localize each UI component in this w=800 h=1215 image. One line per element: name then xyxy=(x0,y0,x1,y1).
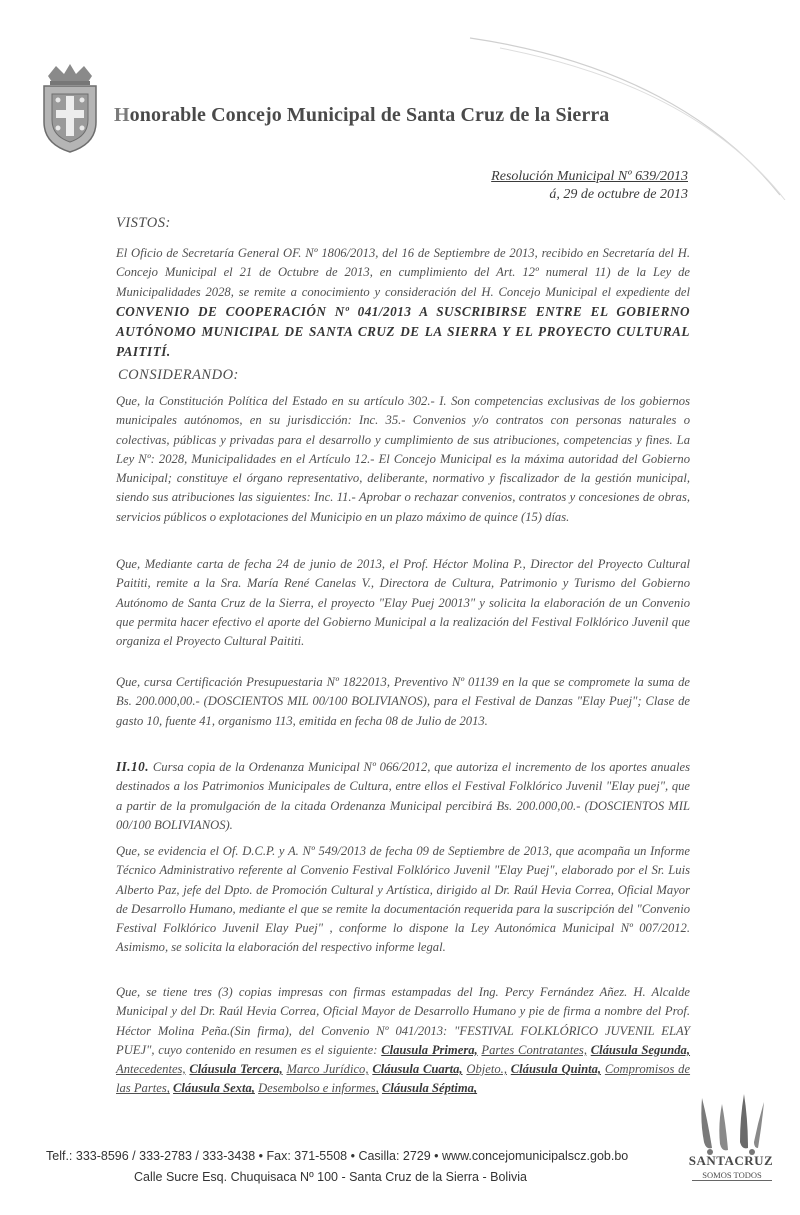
vistos-convenio-title: CONVENIO DE COOPERACIÓN Nº 041/2013 A SUSCRIBIRSE ENTRE EL GOBIERNO AUTÓNOMO MUNICIPAL DE SANTA CRUZ DE LA SIERRA Y EL PROYECTO CULTURAL PAITITÍ. xyxy=(116,303,690,360)
clause-desc: Antecedentes, xyxy=(116,1062,186,1077)
title-initial: H xyxy=(114,104,130,126)
paragraph-4-label: II.10. xyxy=(116,759,150,774)
municipal-crest-icon xyxy=(38,62,102,154)
clause-name: Cláusula Séptima, xyxy=(381,1081,478,1096)
clause-name: Cláusula Cuarta, xyxy=(372,1062,463,1077)
footer-contact: Telf.: 333-8596 / 333-2783 / 333-3438 • Fax: 371-5508 • Casilla: 2729 • www.concejomunicipalscz.gob.bo xyxy=(46,1149,629,1163)
clause-desc: Partes Contratantes, xyxy=(481,1042,587,1057)
clause-name: Cláusula Quinta, xyxy=(510,1062,602,1077)
clause-name: Clausula Primera, xyxy=(381,1042,478,1057)
considerando-paragraph-4 xyxy=(116,757,690,835)
clause-desc: Objeto., xyxy=(466,1062,507,1077)
vistos-paragraph xyxy=(116,244,690,363)
clause-desc: Compromisos de las Partes, xyxy=(116,1062,691,1096)
considerando-paragraph-6 xyxy=(116,983,690,1099)
considerando-paragraph-1: Que, la Constitución Política del Estado en su artículo 302.- I. Son competencias exclusivas de los gobiernos municipales autónomos, en su jurisdicción: Inc. 35.- Convenios y/o contratos con personas naturales o colectivas, públicas y privadas para el desarrollo y cumplimiento de sus atribuciones, competencias y fines. La Ley Nº: 2028, Municipalidades en el Artículo 12.- El Concejo Municipal es la máxima autoridad del Gobierno Municipal; constituye el órgano representativo, deliberante, normativo y fiscalizador de la gestión municipal, siendo sus atribuciones las siguientes: Inc. 11.- Aprobar o rechazar convenios, contratos y concesiones de obras, servicios públicos o explotaciones del Municipio en un plazo máximo de quince (15) días. xyxy=(116,394,690,524)
clause-desc: Marco Jurídico, xyxy=(286,1062,369,1077)
paragraph-6-intro: Que, se tiene tres (3) copias impresas con firmas estampadas del Ing. Percy Fernández Añez. H. Alcalde Municipal y del Dr. Raúl Hevia Correa, Oficial Mayor de Desarrollo Humano y pie de firma a nombre del Prof. Héctor Molina Peña.(Sin firma), del Convenio Nº 041/2013: "FESTIVAL FOLKLÓRICO JUVENIL ELAY PUEJ", cuyo contenido en resumen es el siguiente: xyxy=(116,985,690,1057)
title-rest: onorable Concejo Municipal de Santa Cruz de la Sierra xyxy=(129,104,610,126)
clause-desc: Desembolso e informes, xyxy=(258,1081,379,1096)
resolution-number: Resolución Municipal Nº 639/2013 xyxy=(491,169,688,184)
logo-subtext: SOMOS TODOS xyxy=(692,1170,772,1181)
footer-address: Calle Sucre Esq. Chuquisaca Nº 100 - Santa Cruz de la Sierra - Bolivia xyxy=(134,1170,527,1184)
resolution-block xyxy=(491,168,688,204)
vistos-text: El Oficio de Secretaría General OF. Nº 1806/2013, del 16 de Septiembre de 2013, recibido en Secretaría del H. Concejo Municipal el 21 de Octubre de 2013, en cumplimiento del Art. 12º numeral 11) de la Ley de Municipalidades 2028, se remite a conocimiento y consideración del H. Concejo Municipal el expediente del xyxy=(116,246,690,299)
considerando-paragraph-5: Que, se evidencia el Of. D.C.P. y A. Nº 549/2013 de fecha 09 de Septiembre de 2013, que acompaña un Informe Técnico Administrativo referente al Convenio Festival Folklórico Juvenil "Elay Puej", elaborado por el Sr. Luis Alberto Paz, jefe del Dpto. de Promoción Cultural y Artística, dirigido al Dr. Raúl Hevia Correa, Oficial Mayor de Desarrollo Humano, mediante el que se remite la documentación requerida para la suscripción del "Convenio Festival Folklórico Juvenil Elay Puej" , conforme lo dispone la Ley Autonómica Municipal Nº 007/2012. Asimismo, se solicita la elaboración del respectivo informe legal. xyxy=(116,844,690,955)
considerando-heading: CONSIDERANDO: xyxy=(118,367,239,383)
logo-text: SANTACRUZ xyxy=(688,1153,774,1168)
organization-title xyxy=(114,104,609,127)
vistos-heading: VISTOS: xyxy=(116,215,171,231)
clause-name: Cláusula Sexta, xyxy=(173,1081,255,1096)
considerando-paragraph-2: Que, Mediante carta de fecha 24 de junio de 2013, el Prof. Héctor Molina P., Director del Proyecto Cultural Paititi, remite a la Sra. María René Canelas V., Directora de Cultura, Patrimonio y Turismo del Gobierno Autónomo de Santa Cruz de la Sierra, el proyecto "Elay Puej 20013" y solicita la elaboración de un Convenio que permita hacer efectivo el aporte del Gobierno Municipal a la realización del Festival Folklórico Juvenil que organiza el Proyecto Cultural Paititi. xyxy=(116,557,690,649)
resolution-date: á, 29 de octubre de 2013 xyxy=(549,187,688,202)
paragraph-4-text: Cursa copia de la Ordenanza Municipal Nº 066/2012, que autoriza el incremento de los aportes anuales destinados a los Patrimonios Municipales de Cultura, entre ellos el Festival Folklórico Juvenil "Elay puej", que a partir de la promulgación de la citada Ordenanza Municipal percibirá Bs. 200.000,00.- (DOSCIENTOS MIL 00/100 BOLIVIANOS). xyxy=(116,760,690,832)
clause-name: Cláusula Segunda, xyxy=(590,1042,691,1057)
considerando-paragraph-3: Que, cursa Certificación Presupuestaria Nº 1822013, Preventivo Nº 01139 en la que se compromete la suma de Bs. 200.000,00.- (DOSCIENTOS MIL 00/100 BOLIVIANOS), para el Festival de Danzas "Elay Puej"; Clase de gasto 10, fuente 41, organismo 113, emitida en fecha 08 de Julio de 2013. xyxy=(116,675,690,728)
clause-name: Cláusula Tercera, xyxy=(189,1062,283,1077)
